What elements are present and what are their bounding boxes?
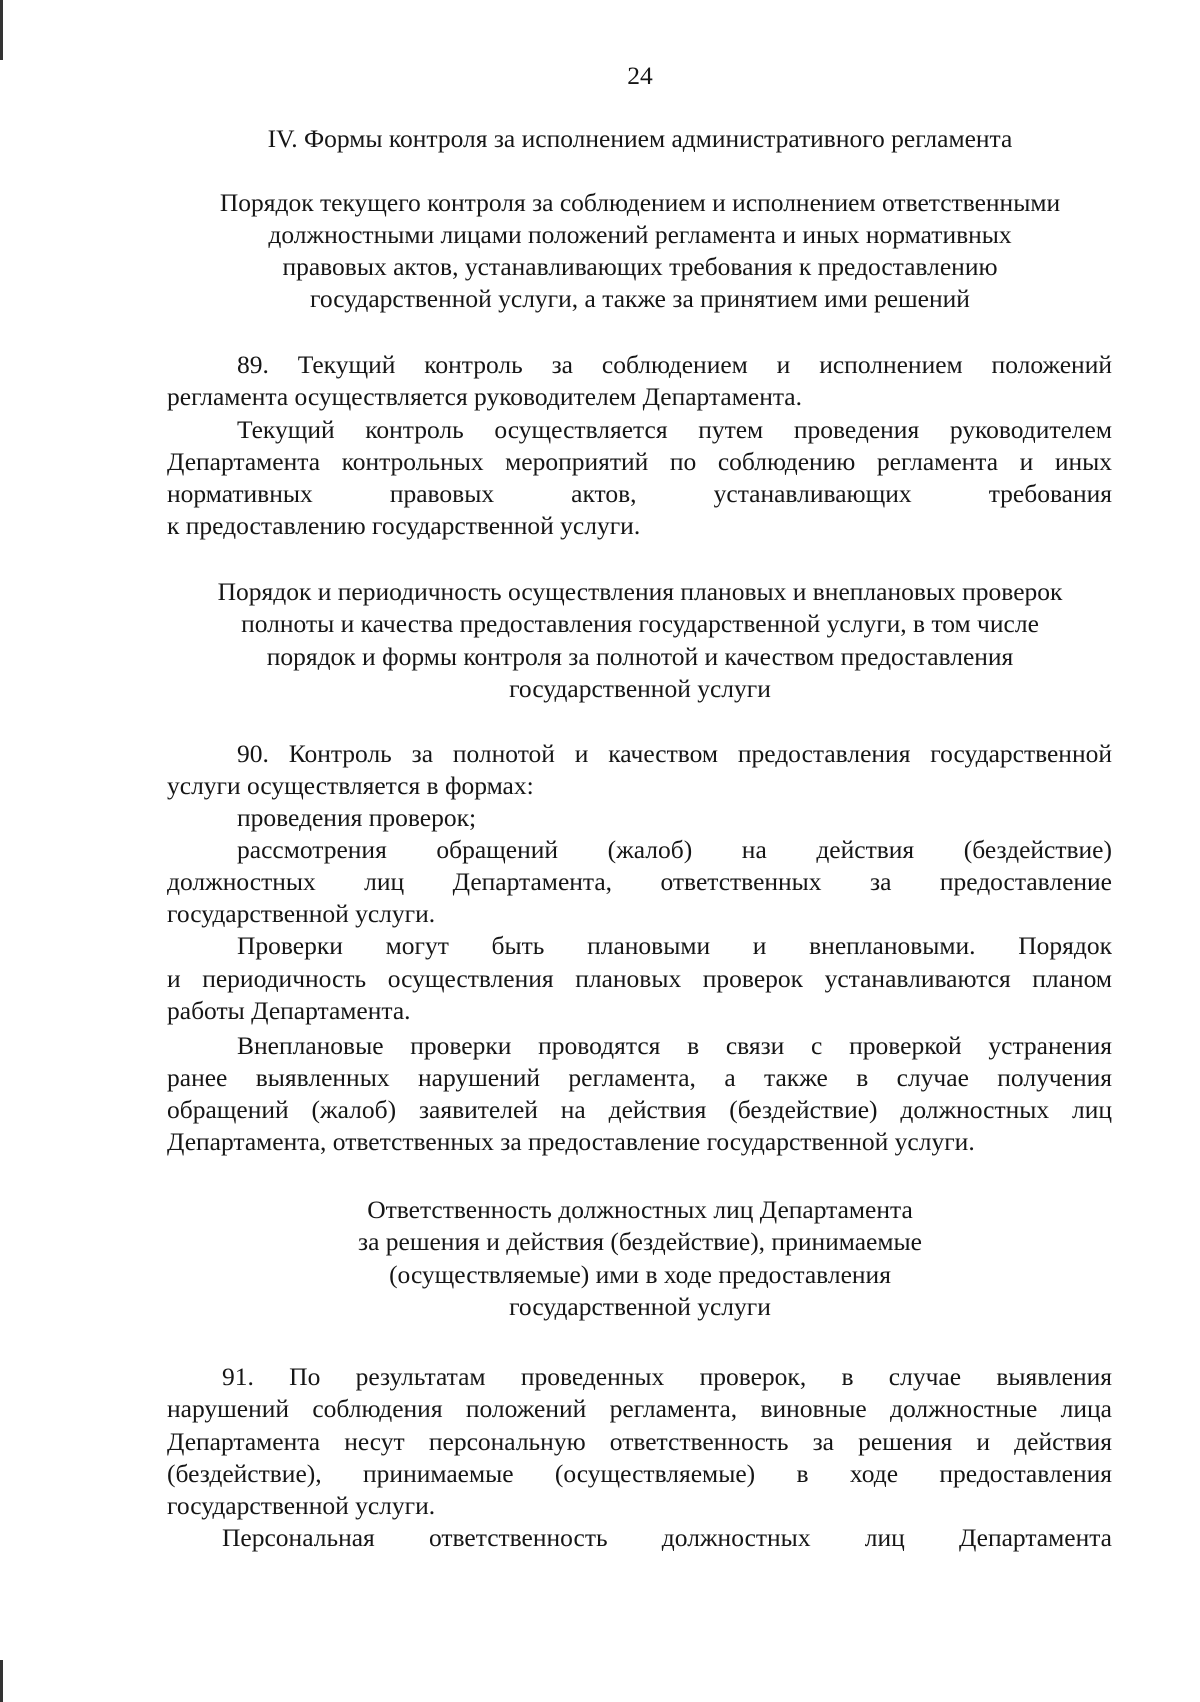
paragraph-line: проведения проверок; xyxy=(237,803,477,832)
scan-edge-mark xyxy=(0,1660,3,1702)
paragraph-line: (бездействие), принимаемые (осуществляемые) в ходе предоставления xyxy=(167,1459,1112,1488)
paragraph-line: Текущий контроль осуществляется путем проведения руководителем xyxy=(237,415,1112,444)
subheading-line: полноты и качества предоставления государственной услуги, в том числе xyxy=(241,609,1039,638)
subheading-line: правовых актов, устанавливающих требования к предоставлению xyxy=(282,252,998,281)
subheading-line: Ответственность должностных лиц Департамента xyxy=(367,1195,913,1224)
paragraph-line: государственной услуги. xyxy=(167,1491,436,1520)
paragraph-line: Департамента контрольных мероприятий по соблюдению регламента и иных xyxy=(167,447,1112,476)
paragraph-line: нормативных правовых актов, устанавливающих требования xyxy=(167,479,1112,508)
subheading-line: за решения и действия (бездействие), принимаемые xyxy=(358,1227,922,1256)
paragraph-line: Внеплановые проверки проводятся в связи с проверкой устранения xyxy=(237,1031,1112,1060)
paragraph-line: 89. Текущий контроль за соблюдением и исполнением положений xyxy=(237,350,1112,379)
subheading-line: Порядок и периодичность осуществления плановых и внеплановых проверок xyxy=(217,577,1063,606)
page-number: 24 xyxy=(627,61,653,90)
paragraph-line: рассмотрения обращений (жалоб) на действия (бездействие) xyxy=(237,835,1112,864)
subheading-line: (осуществляемые) ими в ходе предоставления xyxy=(389,1260,891,1289)
subheading-line: должностными лицами положений регламента и иных нормативных xyxy=(268,220,1012,249)
subheading-line: Порядок текущего контроля за соблюдением и исполнением ответственными xyxy=(219,188,1061,217)
subheading-line: порядок и формы контроля за полнотой и качеством предоставления xyxy=(266,642,1014,671)
paragraph-line: ранее выявленных нарушений регламента, а также в случае получения xyxy=(167,1063,1112,1092)
paragraph-line: услуги осуществляется в формах: xyxy=(167,771,534,800)
paragraph-line: должностных лиц Департамента, ответственных за предоставление xyxy=(167,867,1112,896)
paragraph-line: Департамента несут персональную ответственность за решения и действия xyxy=(167,1427,1112,1456)
scan-edge-mark xyxy=(0,0,3,60)
paragraph-line: регламента осуществляется руководителем Департамента. xyxy=(167,382,802,411)
paragraph-line: Департамента, ответственных за предоставление государственной услуги. xyxy=(167,1127,975,1156)
paragraph-line: Персональная ответственность должностных лиц Департамента xyxy=(222,1523,1112,1552)
paragraph-line: обращений (жалоб) заявителей на действия (бездействие) должностных лиц xyxy=(167,1095,1112,1124)
paragraph-line: работы Департамента. xyxy=(167,996,411,1025)
paragraph-line: Проверки могут быть плановыми и внеплановыми. Порядок xyxy=(237,931,1112,960)
subheading-line: государственной услуги, а также за принятием ими решений xyxy=(310,284,970,313)
paragraph-line: к предоставлению государственной услуги. xyxy=(167,511,641,540)
paragraph-line: и периодичность осуществления плановых проверок устанавливаются планом xyxy=(167,964,1112,993)
paragraph-line: нарушений соблюдения положений регламента, виновные должностные лица xyxy=(167,1394,1112,1423)
paragraph-line: 90. Контроль за полнотой и качеством предоставления государственной xyxy=(237,739,1112,768)
paragraph-line: 91. По результатам проведенных проверок, в случае выявления xyxy=(222,1362,1112,1391)
section-title: IV. Формы контроля за исполнением административного регламента xyxy=(267,124,1013,153)
subheading-line: государственной услуги xyxy=(509,674,771,703)
paragraph-line: государственной услуги. xyxy=(167,899,436,928)
subheading-line: государственной услуги xyxy=(509,1292,771,1321)
